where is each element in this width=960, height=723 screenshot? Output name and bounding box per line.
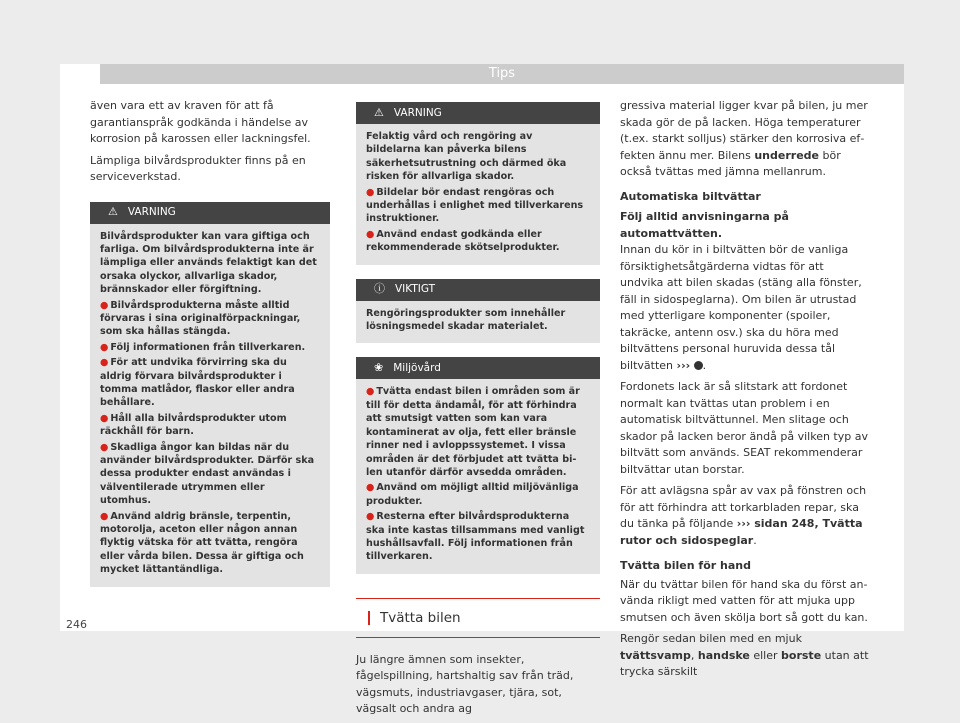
important-header — [356, 279, 600, 301]
warning-box — [356, 102, 600, 265]
list-item: ● Skadliga ångor kan bildas när du använder bilvårdsprodukter. Därför ska dessa produkter endast användas i välventilerade utrymmen eller utomhus. — [100, 441, 315, 507]
cross-reference-link[interactable]: ››› sidan 248, Tvätta rutor och sidospeglar — [620, 517, 863, 547]
section-heading — [356, 598, 600, 638]
list-item: ● Följ informationen från tillverkaren. — [100, 341, 306, 353]
paragraph: Innan du kör in i biltvätten bör de vanliga försiktighetsåtgärderna vidtas för att undvika att bilen skadas (stäng alla fönster, fäll in sidospeglarna). Om bilen är utrustad med ytterligare komponenter (spoiler, takräcke, antenn osv.) ska du höra med biltvättens personal huruvida dessa tål biltvätten ››› . — [620, 243, 862, 372]
list-item: ● Bildelar bör endast rengöras och underhållas i enlighet med tillverkarens instruktioner. — [366, 186, 584, 225]
bullet-icon: ● — [366, 511, 375, 523]
list-item: ● Använd om möjligt alltid miljövänliga produkter. — [366, 482, 579, 507]
paragraph: Rengör sedan bilen med en mjuk tvättsvamp, handske eller borste utan att trycka särskilt — [620, 632, 869, 678]
bullet-icon: ● — [366, 386, 375, 398]
important-text: Rengöringsprodukter som innehåller lösningsmedel skadar materialet. — [366, 307, 566, 333]
page-number: 246 — [66, 618, 87, 631]
column-3 — [620, 98, 870, 686]
paragraph: När du tvättar bilen för hand ska du först använda rikligt med vatten för att mjuka upp smutsen och även skölja bort så gott du kan. — [620, 577, 868, 624]
bullet-icon: ● — [100, 341, 109, 353]
list-item: ● Resterna efter bilvårdsprodukterna ska inte kastas tillsammans med vanligt hushållsavfall. Följ informationen från tillverkaren. — [366, 511, 585, 563]
page-title: Tips — [488, 66, 516, 81]
warning-label: VARNING — [393, 106, 442, 119]
bullet-icon: ● — [366, 482, 375, 494]
bullet-icon: ● — [100, 441, 109, 453]
warning-header — [356, 102, 600, 124]
list-item: ● Bilvårdsprodukterna måste alltid förvaras i sina originalförpackningar, som ska hållas stängda. — [100, 299, 301, 338]
reference-arrow: ››› — [676, 358, 691, 372]
warning-body — [90, 224, 330, 587]
warning-body — [356, 124, 600, 265]
bullet-icon: ● — [100, 299, 109, 311]
bullet-icon: ● — [366, 186, 375, 198]
header-bar — [100, 64, 904, 84]
important-body — [356, 301, 600, 344]
environment-box — [356, 357, 600, 573]
column-2 — [356, 98, 600, 723]
paragraph: gressiva material ligger kvar på bilen, ju mer skada gör de på lacken. Höga temperaturer (t.ex. starkt solljus) stärker den korrosiva effekten ännu mer. Bilens underrede bör också tvättas med jämna mellanrum. — [620, 99, 868, 178]
list-item: ● Använd endast godkända eller rekommenderade skötselprodukter. — [366, 228, 560, 254]
subheading: Automatiska biltvättar — [620, 189, 761, 203]
subheading: Följ alltid anvisningarna på automattvätten. — [620, 210, 789, 240]
environment-flower-icon: ❀ — [374, 361, 384, 375]
subheading: Tvätta bilen för hand — [620, 559, 751, 572]
warning-triangle-icon: ⚠ — [374, 105, 384, 119]
environment-header — [356, 357, 600, 379]
warning-box — [90, 202, 330, 587]
list-item: ● Tvätta endast bilen i områden som är till för detta ändamål, för att förhindra att smutsigt vatten som kan vara kontaminerat av olja, fett eller bränsle rinner ned i avloppssystemet. I vissa områden är det förbjudet att tvätta bilen utanför därför avsedda områden. — [366, 386, 580, 478]
important-box — [356, 279, 600, 344]
bullet-icon: ● — [366, 228, 375, 240]
list-item: ● För att undvika förvirring ska du aldrig förvara bilvårdsprodukter i tomma matlådor, flaskor eller andra behållare. — [100, 357, 295, 409]
section-title-text: Tvätta bilen — [380, 609, 461, 626]
environment-body — [356, 379, 600, 573]
paragraph: För att avlägsna spår av vax på fönstren och för att förhindra att torkarbladen repar, ska du tänka på följande ››› sidan 248, Tvätta rutor och sidospeglar. — [620, 484, 867, 547]
warning-header — [90, 202, 330, 224]
bullet-icon: ● — [100, 510, 109, 522]
list-item: ● Håll alla bilvårdsprodukter utom räckhåll för barn. — [100, 412, 287, 438]
column-1 — [90, 98, 330, 587]
environment-label: Miljövård — [393, 362, 441, 375]
warning-intro: Bilvårdsprodukter kan vara giftiga och farliga. Om bilvårdsprodukterna inte är lämpliga eller används felaktigt kan det orsaka olyckor, allvarliga skador, brännskador eller förgiftning. — [100, 230, 317, 296]
paragraph: Fordonets lack är så slitstark att fordonet normalt kan tvättas utan problem i en automatisk biltvättunnel. Men slitage och skador på lacken beror ändå på vilken typ av biltvätt som används. SEAT rekommenderar biltvättar utan borstar. — [620, 380, 868, 476]
bullet-icon: ● — [100, 412, 109, 424]
paragraph: Ju längre ämnen som insekter, fågelspillning, hartshaltig sav från träd, vägsmuts, industriavgaser, tjära, sot, vägsalt och andra ag — [356, 652, 574, 716]
warning-circle-icon — [694, 361, 703, 370]
bullet-icon: ● — [100, 357, 109, 369]
list-item: ● Använd aldrig bränsle, terpentin, motorolja, aceton eller någon annan flyktig vätska för att tvätta, rengöra eller vårda bilen. Dessa är giftiga och mycket lättantändliga. — [100, 510, 304, 576]
warning-intro: Felaktig vård och rengöring av bildelarna kan påverka bilens säkerhetsutrustning och därmed öka risken för allvarliga skador. — [366, 131, 567, 183]
paragraph: även vara ett av kraven för att få garantianspråk godkända i händelse av korrosion på karossen eller lackningsfel. — [90, 99, 311, 145]
warning-triangle-icon: ⚠ — [108, 205, 118, 219]
manual-page — [60, 64, 904, 716]
paragraph: Lämpliga bilvårdsprodukter finns på en serviceverkstad. — [90, 153, 306, 183]
important-label: VIKTIGT — [395, 283, 436, 296]
info-circle-icon: ⓘ — [374, 282, 385, 296]
section-accent — [368, 611, 370, 625]
warning-label: VARNING — [127, 206, 176, 219]
